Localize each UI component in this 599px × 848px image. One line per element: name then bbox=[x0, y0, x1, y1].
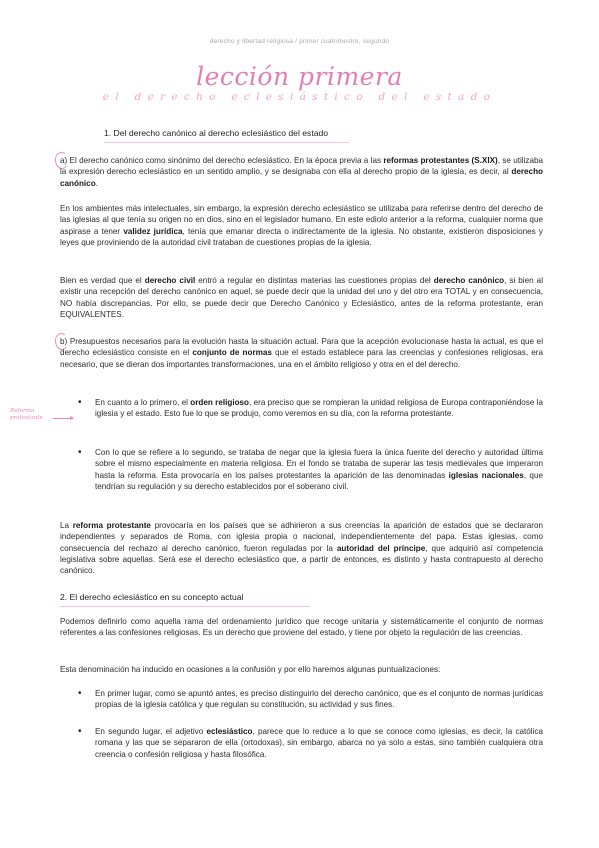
lesson-title: lección primera bbox=[196, 62, 403, 91]
paragraph-bien: Bien es verdad que el derecho civil entró a regular en distintas materias las cuestiones propias del derecho canónico, si bien al existir una recepción del derecho canónico en aquel, se puede decir que la unidad del uno y del otro era TOTAL y en consecuencia, NO había discrepancias. Por ello, se puede decir que Derecho Canónico y Eclesiástico, antes de la reforma protestante, eran EQUIVALENTES. bbox=[60, 276, 544, 319]
bullet-item-2: Con lo que se refiere a lo segundo, se trataba de negar que la iglesia fuera la única fuente del derecho y autoridad última sobre el mismo especialmente en materia religiosa. En el fondo se trataba de superar las tesis medievales que imperaron hasta la reforma. Esta provocaría en los países protestantes la aparición de las denominadas iglesias nacionales, que tendrían su regulación y su derecho establecidos por el soberano civil. bbox=[95, 448, 543, 491]
section-2-title: 2. El derecho eclesiástico en su concepto actual bbox=[60, 592, 310, 607]
section-1-title: 1. Del derecho canónico al derecho eclesiástico del estado bbox=[104, 128, 349, 143]
paragraph-definicion: Podemos definirlo como aquella rama del ordenamiento jurídico que recoge unitaria y sistemáticamente el conjunto de normas referentes a las confesiones religiosas. Es un derecho que proviene del estado, y tiene por objeto la regulación de las creencias. bbox=[60, 617, 543, 638]
lesson-subtitle: el derecho eclesiástico del estado bbox=[102, 91, 497, 103]
bullet-dot-4: • bbox=[78, 726, 82, 737]
bullet-dot-2: • bbox=[78, 447, 82, 458]
paragraph-b: b) Presupuestos necesarios para la evolución hasta la situación actual. Para que la acepción evolucionase hasta la actual, es que el derecho eclesiástico consiste en el conjunto de normas que el estado establece para las creencias y confesiones religiosas, era necesario, que se dieran dos importantes transformaciones, una en el ámbito religioso y otra en el del derecho. bbox=[60, 337, 543, 369]
margin-note: Reforma protestante bbox=[10, 408, 43, 421]
bullet-item-4: En segundo lugar, el adjetivo eclesiástico, parece que lo reduce a lo que se conoce como iglesias, es decir, la católica romana y las que se separaron de ella (ortodoxas), sin embargo, abarca no ya solo a estas, sino también cualquiera otra creencia o confesión religiosa y hasta filosófica. bbox=[95, 727, 543, 759]
bullet-item-3: En primer lugar, como se apuntó antes, es preciso distinguirlo del derecho canónico, que es el conjunto de normas jurídicas propias de la iglesia católica y que regulan su constitución, su actividad y sus fines. bbox=[95, 689, 543, 710]
bullet-item-1: En cuanto a lo primero, el orden religioso, era preciso que se rompieran la unidad religiosa de Europa contraponiéndose la iglesia y el estado. Esto fue lo que se produjo, como veremos en su día, con la reforma protestante. bbox=[95, 398, 543, 419]
paragraph-denominacion: Esta denominación ha inducido en ocasiones a la confusión y por ello haremos algunas puntualizaciones: bbox=[60, 665, 441, 674]
bullet-dot-3: • bbox=[78, 688, 82, 699]
paragraph-a: a) El derecho canónico como sinónimo del derecho eclesiástico. En la época previa a las reformas protestantes (S.XIX), se utilizaba la expresión derecho eclesiástico en un sentido amplio, y se designaba con ella al derecho propio de la iglesia, es decir, al derecho canónico. bbox=[60, 156, 543, 188]
margin-arrow-icon bbox=[53, 418, 73, 419]
running-header: derecho y libertad religiosa / primer cuatrimestre, segundo bbox=[209, 38, 390, 45]
paragraph-ambientes: En los ambientes más intelectuales, sin embargo, la expresión derecho eclesiástico se utilizaba para referirse dentro del derecho de las iglesias al que tenía su origen no en dios, sino en el legislador humano. En este ediolo anterior a la reforma, cualquier norma que aspirase a tener validez jurídica, tenía que emanar directa o indirectamente de la iglesia. No obstante, existieron disposiciones y leyes que proviniendo de la autoridad civil trataban de cuestiones propias de la iglesia. bbox=[60, 204, 543, 247]
bullet-dot-1: • bbox=[78, 397, 82, 408]
paragraph-reforma: La reforma protestante provocaría en los países que se adhirieron a sus creencias la aparición de estados que se declararon independientes y separados de Roma, con iglesia propia o nacional, independientemente del papa. Estas iglesias, como consecuencia del rechazo al derecho canónico, fueron reguladas por la autoridad del príncipe, que adquirió así competencia legislativa sobre aquellas. Será ese el derecho eclesiástico que, a partir de entonces, es distinto y hasta contrapuesto al derecho canónico. bbox=[60, 521, 543, 576]
